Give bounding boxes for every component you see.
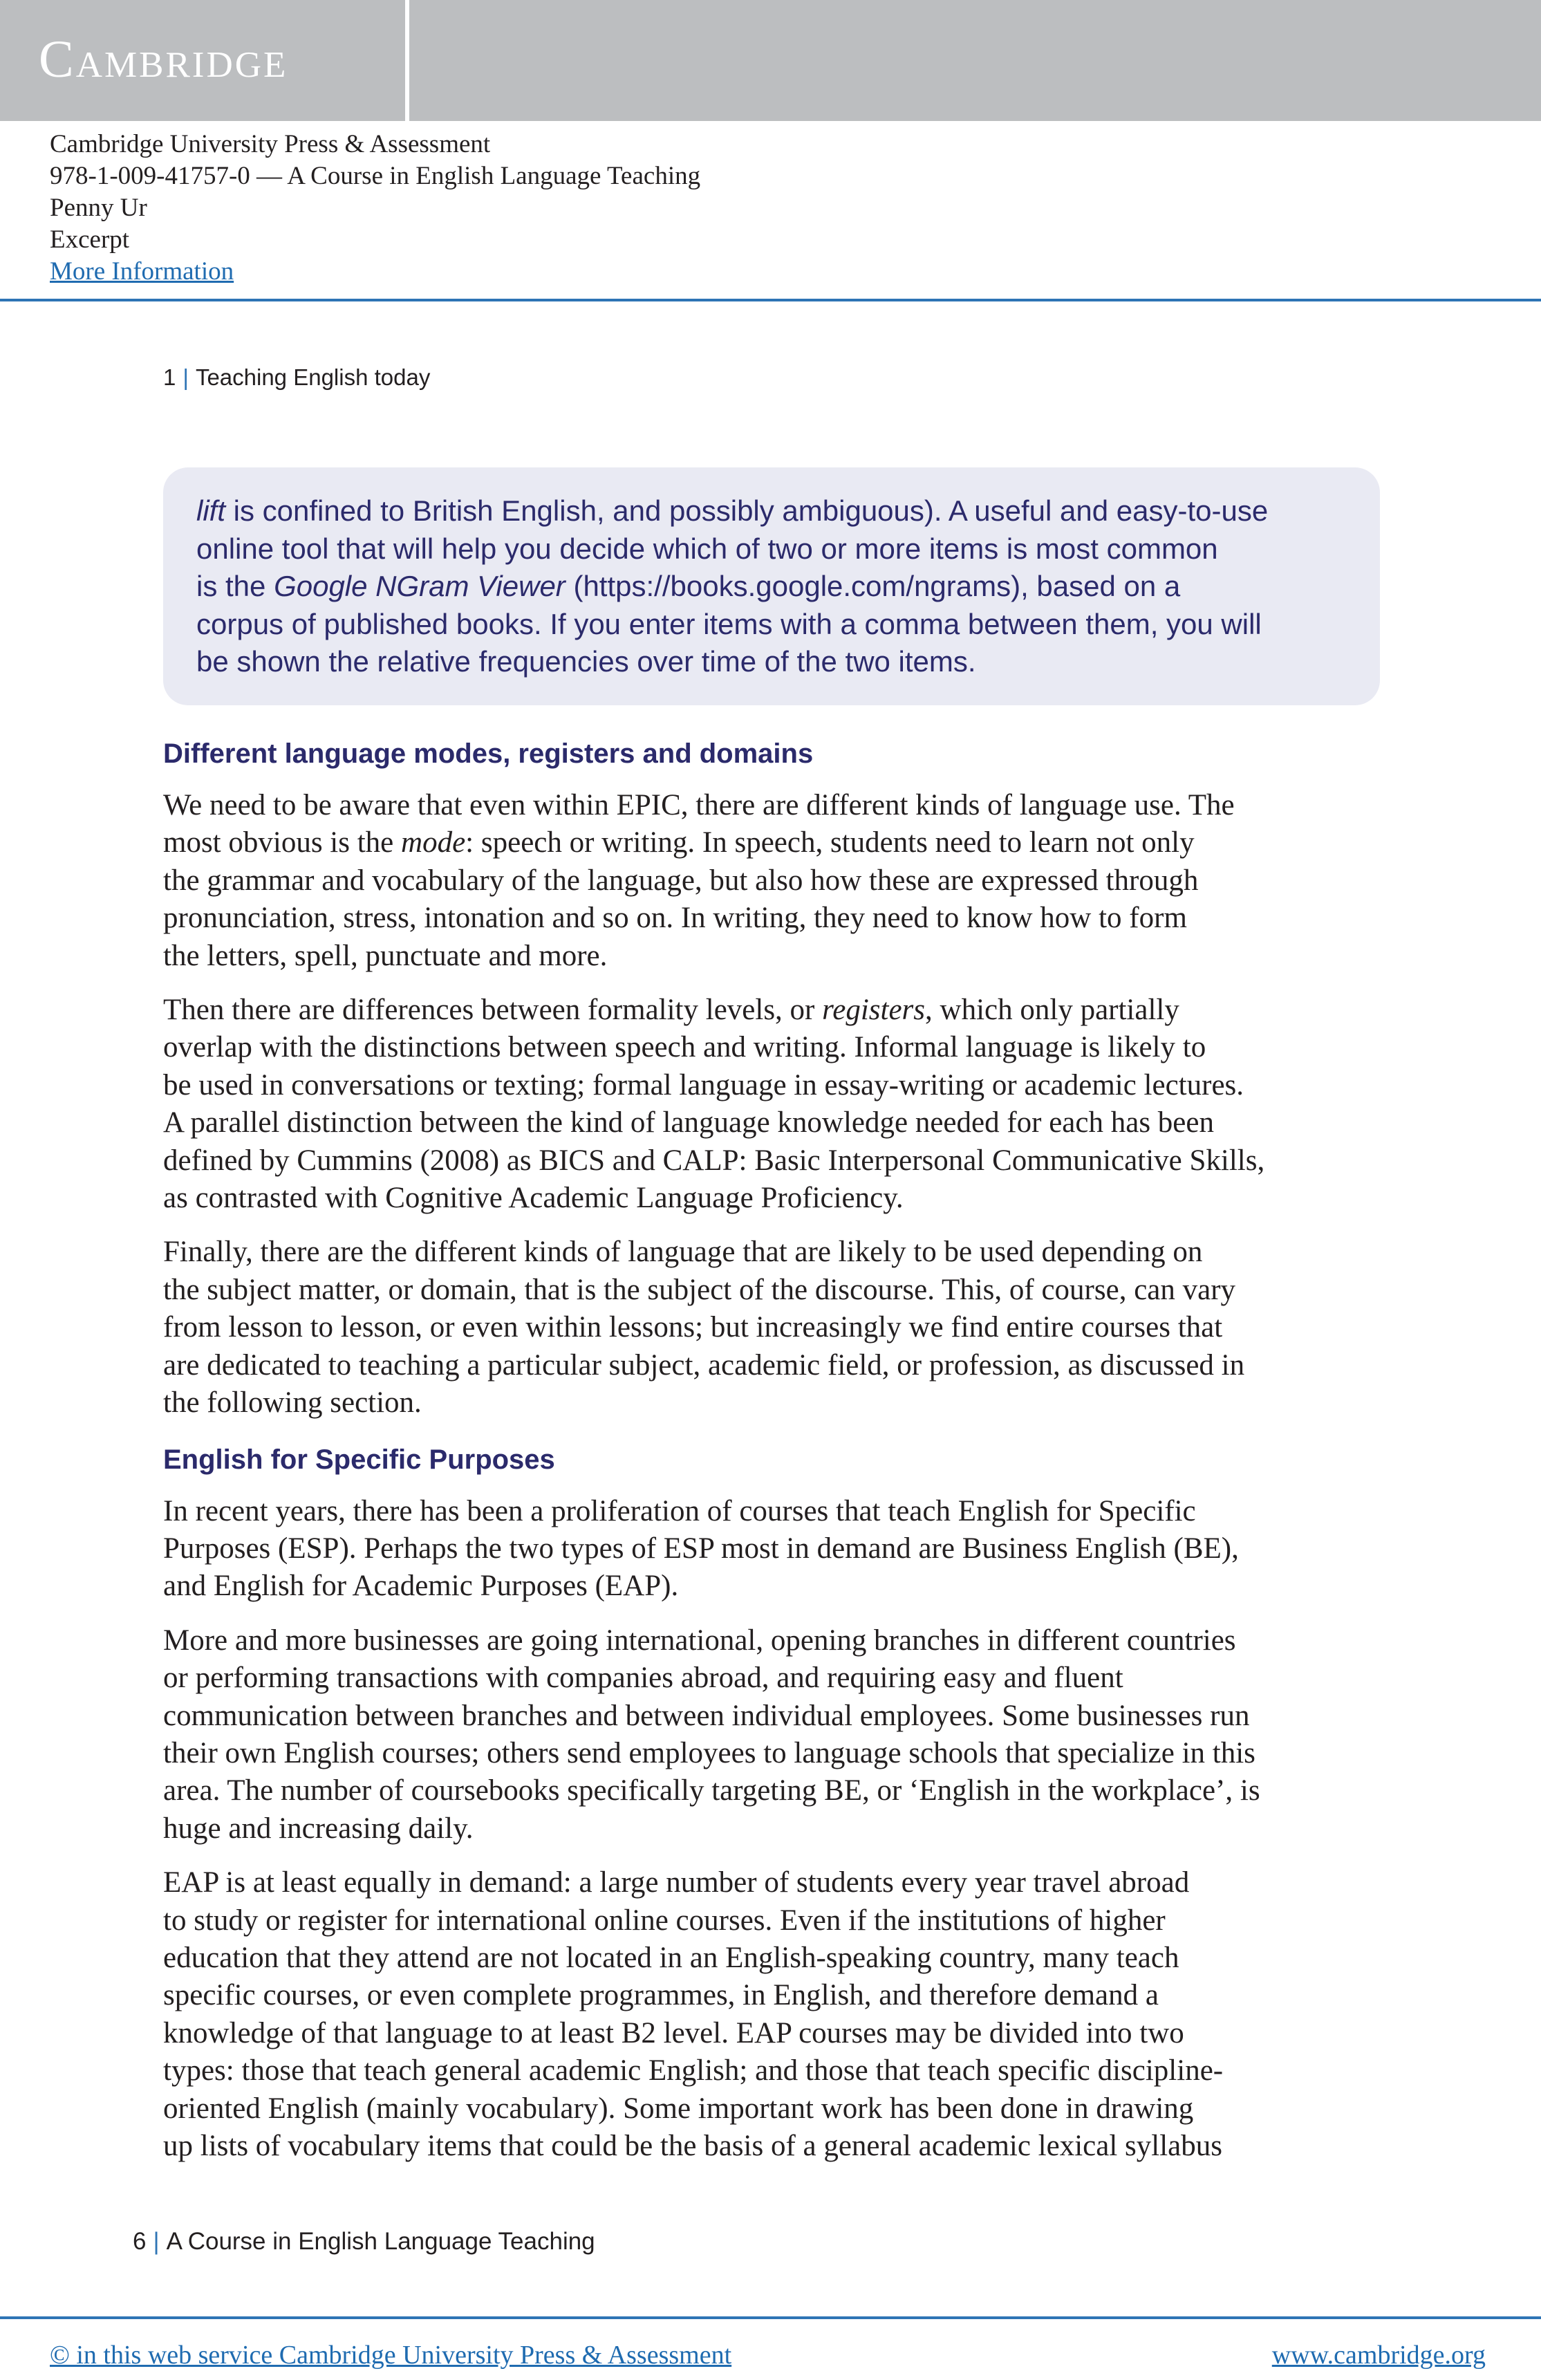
paragraph-line: up lists of vocabulary items that could be the basis of a general academic lexical syllabus [163,2130,1222,2162]
publisher-name: Cambridge University Press & Assessment [50,130,491,158]
paragraph [163,992,1387,1217]
callout-line: lift is confined to British English, and possibly ambiguous). A useful and easy-to-use [196,494,1269,527]
paragraph-line: or performing transactions with companies abroad, and requiring easy and fluent [163,1662,1123,1695]
running-head [163,364,430,391]
paragraph-line: Purposes (ESP). Perhaps the two types of ESP most in demand are Business English (BE), [163,1532,1239,1565]
paragraph [163,1234,1387,1422]
paragraph-line: specific courses, or even complete programmes, in English, and therefore demand a [163,1979,1159,2012]
paragraph-line: oriented English (mainly vocabulary). Some important work has been done in drawing [163,2092,1194,2125]
paragraph-line: the letters, spell, punctuate and more. [163,939,608,972]
isbn-and-title: 978-1-009-41757-0 — A Course in English Language Teaching [50,162,701,190]
cambridge-logo: Cambridge [39,30,288,89]
paragraph-line: We need to be aware that even within EPIC, there are different kinds of language use. The [163,789,1235,821]
paragraph-line: Finally, there are the different kinds of language that are likely to be used depending on [163,1236,1203,1269]
copyright-link[interactable]: © in this web service Cambridge University Press & Assessment [50,2341,732,2370]
callout-line: corpus of published books. If you enter items with a comma between them, you will [196,607,1262,640]
callout-text [196,492,1358,681]
section-heading: English for Specific Purposes [163,1444,555,1475]
paragraph-line: are dedicated to teaching a particular subject, academic field, or profession, as discussed in [163,1348,1245,1382]
separator-bar: | [153,2228,160,2255]
callout-line: online tool that will help you decide which of two or more items is most common [196,532,1218,565]
paragraph-line: defined by Cummins (2008) as BICS and CALP: Basic Interpersonal Communicative Skills, [163,1144,1265,1177]
paragraph-line: as contrasted with Cognitive Academic Language Proficiency. [163,1182,904,1215]
paragraph-line: In recent years, there has been a proliferation of courses that teach English for Specific [163,1494,1196,1527]
cambridge-header-bar [0,0,1541,121]
paragraph-line: knowledge of that language to at least B2 level. EAP courses may be divided into two [163,2016,1184,2049]
header-divider [405,0,409,121]
callout-box [163,467,1380,705]
paragraph [163,1622,1387,1848]
book-title: A Course in English Language Teaching [166,2228,595,2255]
excerpt-label: Excerpt [50,225,130,254]
page-folio [133,2228,595,2256]
paragraph-line: A parallel distinction between the kind of language knowledge needed for each has been [163,1106,1214,1140]
separator-bar: | [183,364,189,390]
website-link[interactable]: www.cambridge.org [1271,2341,1486,2370]
paragraph [163,787,1387,975]
book-metadata [50,129,700,288]
paragraph-line: and English for Academic Purposes (EAP). [163,1570,679,1603]
paragraph-line: their own English courses; others send employees to language schools that specialize in this [163,1736,1255,1769]
header-rule [0,299,1541,301]
paragraph-line: be used in conversations or texting; formal language in essay-writing or academic lectures. [163,1068,1244,1101]
paragraph-line: Then there are differences between formality levels, or registers, which only partially [163,994,1179,1027]
section-heading: Different language modes, registers and domains [163,738,814,769]
chapter-title: Teaching English today [195,364,431,390]
paragraph-line: most obvious is the mode: speech or writing. In speech, students need to learn not only [163,826,1195,859]
paragraph-line: the subject matter, or domain, that is the subject of the discourse. This, of course, can vary [163,1273,1236,1306]
paragraph-line: from lesson to lesson, or even within lessons; but increasingly we find entire courses that [163,1311,1223,1344]
page-number: 6 [133,2228,147,2255]
chapter-number: 1 [163,364,176,390]
paragraph-line: to study or register for international online courses. Even if the institutions of higher [163,1904,1166,1937]
paragraph-line: communication between branches and between individual employees. Some businesses run [163,1699,1250,1732]
more-information-link[interactable]: More Information [50,257,234,286]
paragraph-line: area. The number of coursebooks specifically targeting BE, or ‘English in the workplace’, is [163,1774,1260,1807]
paragraph-line: the grammar and vocabulary of the language, but also how these are expressed through [163,864,1199,897]
paragraph-line: the following section. [163,1386,422,1420]
footer-rule [0,2316,1541,2319]
paragraph-line: More and more businesses are going international, opening branches in different countries [163,1624,1236,1657]
paragraph [163,1493,1387,1606]
paragraph-line: EAP is at least equally in demand: a large number of students every year travel abroad [163,1866,1190,1899]
paragraph-line: education that they attend are not located in an English-speaking country, many teach [163,1941,1179,1974]
paragraph-line: types: those that teach general academic English; and those that teach specific discipline- [163,2054,1224,2088]
paragraph-line: huge and increasing daily. [163,1812,474,1845]
callout-line: is the Google NGram Viewer (https://books.google.com/ngrams), based on a [196,570,1181,602]
author-name: Penny Ur [50,194,147,222]
paragraph-line: overlap with the distinctions between speech and writing. Informal language is likely to [163,1031,1206,1064]
paragraph-line: pronunciation, stress, intonation and so on. In writing, they need to know how to form [163,902,1187,935]
callout-line: be shown the relative frequencies over time of the two items. [196,645,976,678]
main-body-text [163,733,1387,2182]
paragraph [163,1864,1387,2165]
